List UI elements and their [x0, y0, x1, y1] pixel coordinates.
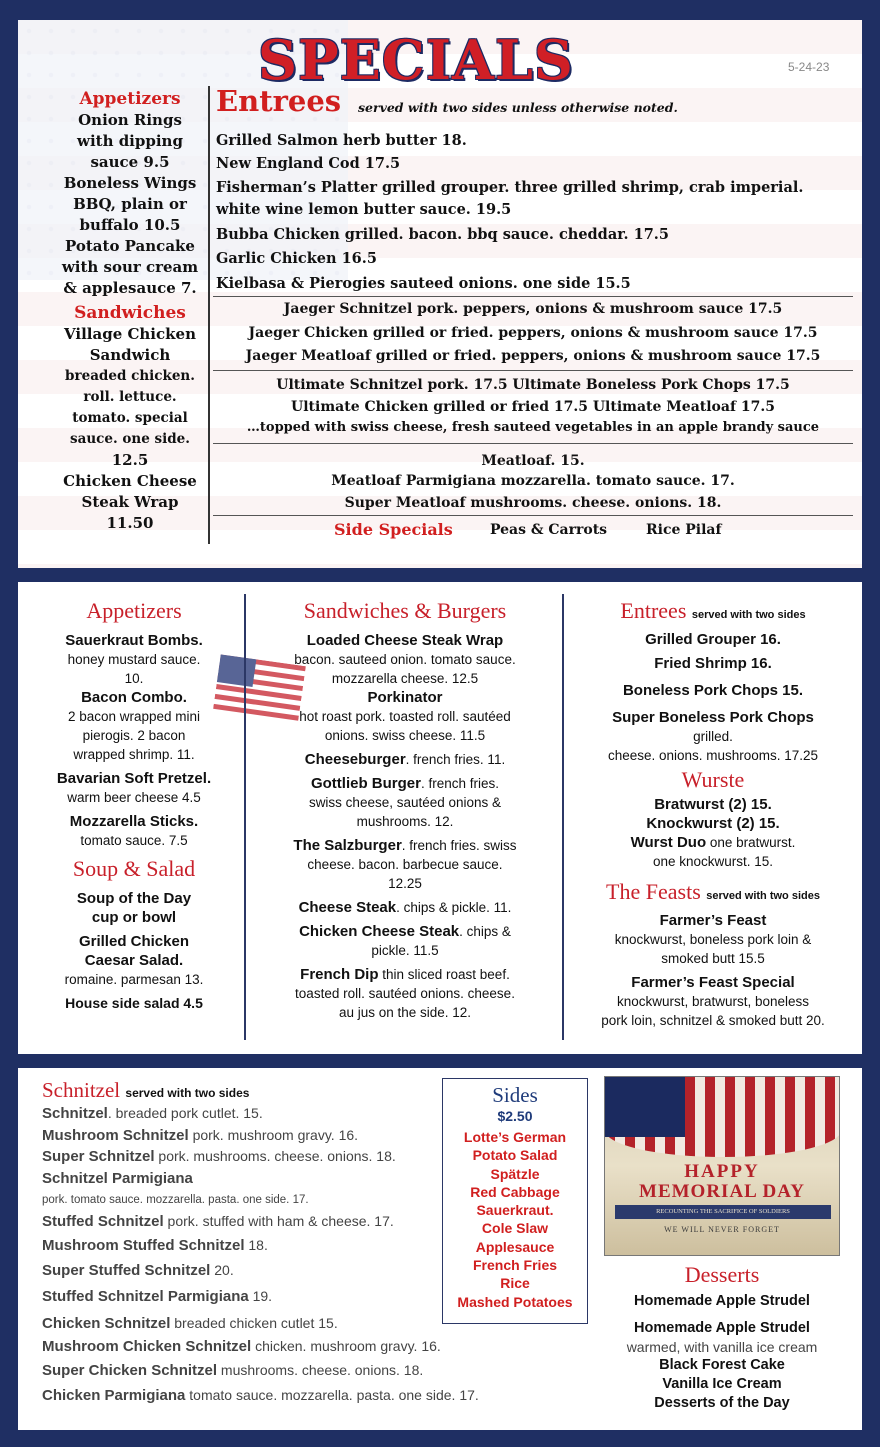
schnitzel-row: Chicken Parmigiana tomato sauce. mozzarella. pasta. one side. 17. [42, 1387, 479, 1404]
item-title: Sauerkraut Bombs. [65, 632, 203, 649]
appetizer-line: BBQ, plain or [73, 195, 187, 213]
schnitzel-row: Schnitzel Parmigiana [42, 1169, 193, 1187]
appetizer-line: Onion Rings [78, 111, 182, 129]
item-desc: 12.25 [388, 876, 422, 891]
item-desc: bacon. sauteed onion. tomato sauce. [294, 652, 516, 667]
dessert-item: Black Forest Cake [659, 1357, 785, 1373]
item-desc: au jus on the side. 12. [338, 1005, 472, 1020]
dessert-item: Homemade Apple Strudel [634, 1320, 810, 1336]
item-title: Porkinator [367, 689, 443, 706]
item-title: Wurst Duo [630, 834, 707, 851]
entree-line: Grilled Salmon herb butter 18. [216, 132, 467, 149]
item-desc: 2 bacon wrapped mini [67, 709, 201, 724]
schnitzel-heading [42, 1078, 462, 1103]
schnitzel-title: Schnitzel [42, 1078, 121, 1102]
menu-item [36, 631, 232, 688]
item-title: Soup of the Day [76, 890, 192, 907]
item-title: Bacon Combo. [81, 689, 187, 706]
schnitzel-row: Super Chicken Schnitzel mushrooms. cheese. onions. 18. [42, 1361, 424, 1379]
sandwich-line: tomato. special [72, 410, 188, 426]
dessert-item: Homemade Apple Strudel [634, 1293, 810, 1309]
item-title: Chicken Cheese Steak [299, 923, 460, 940]
sandwiches-heading: Sandwiches [74, 303, 186, 323]
flag-canton [605, 1077, 685, 1137]
memorial-day-poster [604, 1076, 840, 1256]
desserts-heading: Desserts [684, 1262, 760, 1287]
poster-line: WE WILL NEVER FORGET [664, 1225, 780, 1234]
jaeger-line: Jaeger Meatloaf grilled or fried. peppers, onions & mushroom sauce 17.5 [245, 348, 821, 364]
side-item: Spätzle [490, 1165, 540, 1182]
entrees-title: Entrees [620, 598, 687, 623]
item-title: Mozzarella Sticks. [69, 813, 199, 830]
dessert-desc: warmed, with vanilla ice cream [626, 1339, 818, 1355]
item-desc: romaine. parmesan 13. [64, 972, 204, 987]
item-desc: one knockwurst. 15. [652, 854, 774, 869]
sandwiches-column [256, 596, 554, 1022]
poster-line: HAPPY [684, 1161, 760, 1182]
schnitzel-note: served with two sides [125, 1086, 250, 1100]
entrees-subheading: served with two sides unless otherwise noted. [358, 100, 678, 115]
item-desc: onions. swiss cheese. 11.5 [324, 728, 486, 743]
schnitzel-row: Stuffed Schnitzel Parmigiana 19. [42, 1288, 273, 1305]
sandwich-line: Chicken Cheese [63, 472, 197, 490]
sandwich-line: 11.50 [106, 514, 154, 532]
schnitzel-row: Mushroom Chicken Schnitzel chicken. mushroom gravy. 16. [42, 1338, 441, 1355]
item-desc: pork loin, schnitzel & smoked butt 20. [601, 1013, 825, 1028]
desserts-section [604, 1260, 840, 1413]
item-desc: wrapped shrimp. 11. [73, 747, 195, 762]
item-title: Bratwurst (2) 15. [654, 796, 772, 813]
item-title: The Salzburger [293, 837, 402, 854]
item-desc: . french fries. 11. [405, 752, 506, 767]
item-desc: one bratwurst. [706, 835, 796, 850]
item-title: Bavarian Soft Pretzel. [56, 770, 212, 787]
feasts-note: served with two sides [706, 890, 820, 902]
menu-item [36, 994, 232, 1013]
schnitzel-panel [18, 1068, 862, 1430]
item-title: cup or bowl [91, 909, 177, 926]
appetizers-heading: Appetizers [86, 598, 182, 623]
dessert-item: Desserts of the Day [654, 1395, 790, 1411]
item-desc: toasted roll. sautéed onions. cheese. [295, 986, 515, 1001]
entree-line: Kielbasa & Pierogies sauteed onions. one side 15.5 [216, 275, 631, 292]
wurste-heading: Wurste [681, 767, 745, 792]
menu-item [36, 812, 232, 850]
divider [213, 370, 853, 371]
soup-salad-heading: Soup & Salad [72, 856, 196, 881]
side-special-item: Rice Pilaf [646, 522, 722, 538]
entree-line: Garlic Chicken 16.5 [216, 250, 377, 267]
item-desc: honey mustard sauce. [67, 652, 201, 667]
item-desc: pierogis. 2 bacon [82, 728, 186, 743]
item-title: Loaded Cheese Steak Wrap [306, 632, 504, 649]
appetizers-column [36, 596, 232, 1013]
item-title: Caesar Salad. [84, 952, 184, 969]
side-specials-label: Side Specials [334, 520, 453, 539]
item-title: Cheese Steak [298, 899, 397, 916]
menu-item [256, 922, 554, 960]
sandwiches-heading: Sandwiches & Burgers [303, 598, 507, 623]
sandwich-line: 12.5 [111, 451, 149, 469]
feasts-title: The Feasts [606, 879, 701, 904]
item-title: Grilled Chicken [78, 933, 190, 950]
schnitzel-row: Mushroom Stuffed Schnitzel 18. [42, 1237, 268, 1254]
menu-item [256, 750, 554, 769]
menu-item [256, 898, 554, 917]
side-item: Cole Slaw [481, 1220, 549, 1237]
menu-date: 5-24-23 [788, 60, 830, 74]
menu-item [570, 973, 856, 1030]
sandwich-line: Steak Wrap [81, 493, 179, 511]
side-item: Sauerkraut. [476, 1202, 554, 1219]
menu-item [570, 708, 856, 765]
entrees-heading: Entrees [216, 84, 342, 118]
meatloaf-line: Super Meatloaf mushrooms. cheese. onions. 18. [344, 495, 722, 511]
sandwich-line: Sandwich [89, 346, 171, 364]
column-divider [562, 594, 564, 1040]
schnitzel-section [42, 1078, 479, 1407]
side-item: Potato Salad [472, 1147, 558, 1164]
schnitzel-row: Stuffed Schnitzel pork. stuffed with ham & cheese. 17. [42, 1212, 394, 1230]
item-desc: mushrooms. 12. [356, 814, 454, 829]
item-desc: cheese. bacon. barbecue sauce. [307, 857, 503, 872]
appetizer-line: sauce 9.5 [90, 153, 170, 171]
appetizers-heading: Appetizers [79, 89, 181, 109]
item-desc: . chips & pickle. 11. [396, 900, 512, 915]
column-divider [244, 594, 246, 1040]
menu-item [256, 774, 554, 831]
appetizer-line: Potato Pancake [65, 237, 195, 255]
meatloaf-line: Meatloaf. 15. [481, 453, 585, 469]
item-desc: thin sliced roast beef. [378, 967, 510, 982]
poster-line: MEMORIAL DAY [639, 1181, 805, 1202]
menu-item [36, 932, 232, 989]
divider [213, 443, 853, 444]
item-desc: cheese. onions. mushrooms. 17.25 [607, 748, 819, 763]
side-item: French Fries [472, 1257, 558, 1274]
menu-item [36, 688, 232, 764]
item-desc: grilled. [693, 729, 733, 744]
sides-price: $2.50 [497, 1108, 533, 1124]
menu-panel [18, 582, 862, 1054]
specials-panel [18, 20, 862, 568]
appetizer-line: with dipping [77, 132, 183, 150]
jaeger-line: Jaeger Schnitzel pork. peppers, onions & mushroom sauce 17.5 [283, 301, 783, 317]
schnitzel-row: pork. tomato sauce. mozzarella. pasta. one side. 17. [42, 1194, 309, 1206]
item-desc: . french fries. swiss [401, 838, 517, 853]
item-desc: . french fries. [420, 776, 500, 791]
appetizer-line: with sour cream [61, 258, 199, 276]
dessert-item: Vanilla Ice Cream [662, 1376, 782, 1392]
sides-box [442, 1078, 588, 1324]
menu-item [256, 688, 554, 745]
entrees-column [570, 596, 856, 1030]
schnitzel-row: Schnitzel. breaded pork cutlet. 15. [42, 1105, 263, 1122]
item-title: Cheeseburger [304, 751, 406, 768]
item-title: French Dip [300, 966, 379, 983]
sandwich-line: Village Chicken [64, 325, 196, 343]
item-desc: swiss cheese, sautéed onions & [308, 795, 502, 810]
item-desc: knockwurst, bratwurst, boneless [616, 994, 810, 1009]
item-desc: 10. [124, 671, 144, 686]
column-divider [208, 86, 210, 544]
entree-line: New England Cod 17.5 [216, 155, 401, 172]
side-item: Rice [500, 1275, 530, 1292]
item-desc: mozzarella cheese. 12.5 [331, 671, 479, 686]
menu-item [36, 889, 232, 927]
side-item: Mashed Potatoes [457, 1293, 573, 1310]
item-title: Fried Shrimp 16. [654, 655, 772, 672]
item-desc: tomato sauce. 7.5 [80, 833, 188, 848]
sandwich-line: sauce. one side. [70, 431, 190, 447]
entrees-heading [570, 596, 856, 630]
schnitzel-row: Chicken Schnitzel breaded chicken cutlet 15. [42, 1314, 338, 1332]
item-desc: knockwurst, boneless pork loin & [614, 932, 812, 947]
item-title: House side salad 4.5 [65, 995, 203, 1011]
item-title: Super Boneless Pork Chops [612, 709, 814, 726]
schnitzel-row: Super Stuffed Schnitzel 20. [42, 1261, 234, 1279]
item-desc: smoked butt 15.5 [661, 951, 765, 966]
ultimate-line: Ultimate Chicken grilled or fried 17.5 Ultimate Meatloaf 17.5 [291, 399, 775, 415]
page-title: SPECIALS [258, 28, 574, 92]
menu-item [570, 833, 856, 871]
appetizer-line: Boneless Wings [63, 174, 197, 192]
side-special-item: Peas & Carrots [490, 522, 608, 538]
schnitzel-row: Super Schnitzel pork. mushrooms. cheese. onions. 18. [42, 1148, 396, 1165]
item-desc: . chips & [459, 924, 511, 939]
item-title: Knockwurst (2) 15. [646, 815, 780, 832]
feasts-heading [570, 877, 856, 911]
appetizer-line: & applesauce 7. [63, 279, 197, 297]
divider [213, 515, 853, 516]
entree-line: Bubba Chicken grilled. bacon. bbq sauce. cheddar. 17.5 [216, 226, 669, 243]
sides-heading: Sides [492, 1083, 538, 1107]
specials-left-column [40, 88, 220, 534]
sandwich-line: roll. lettuce. [83, 389, 177, 405]
appetizer-line: buffalo 10.5 [79, 216, 181, 234]
menu-item [570, 911, 856, 968]
ultimate-line: Ultimate Schnitzel pork. 17.5 Ultimate Boneless Pork Chops 17.5 [276, 377, 790, 393]
entrees-note: served with two sides [691, 609, 806, 621]
side-item: Red Cabbage [470, 1183, 560, 1200]
menu-item [36, 769, 232, 807]
item-desc: warm beer cheese 4.5 [67, 790, 201, 805]
menu-item [256, 965, 554, 1022]
menu-item [256, 631, 554, 688]
ultimate-line: …topped with swiss cheese, fresh sauteed vegetables in an apple brandy sauce [246, 420, 820, 435]
item-title: Farmer’s Feast [659, 912, 767, 929]
item-desc: hot roast pork. toasted roll. sautéed [299, 709, 511, 724]
side-item: Applesauce [475, 1238, 555, 1255]
poster-band: RECOUNTING THE SACRIFICE OF SOLDIERS [615, 1205, 831, 1219]
schnitzel-row: Mushroom Schnitzel pork. mushroom gravy. 16. [42, 1126, 359, 1144]
jaeger-line: Jaeger Chicken grilled or fried. peppers, onions & mushroom sauce 17.5 [248, 325, 818, 341]
divider [213, 296, 853, 297]
item-title: Farmer’s Feast Special [631, 974, 795, 991]
sandwich-line: breaded chicken. [65, 368, 195, 384]
item-title: Boneless Pork Chops 15. [622, 682, 804, 699]
item-desc: pickle. 11.5 [371, 943, 439, 958]
item-title: Grilled Grouper 16. [645, 631, 781, 648]
item-title: Gottlieb Burger [310, 775, 421, 792]
side-item: Lotte’s German [463, 1129, 567, 1145]
entree-line: Fisherman’s Platter grilled grouper. three grilled shrimp, crab imperial. [216, 179, 804, 196]
entree-line: white wine lemon butter sauce. 19.5 [216, 201, 512, 218]
meatloaf-line: Meatloaf Parmigiana mozzarella. tomato sauce. 17. [331, 473, 735, 489]
menu-item [256, 836, 554, 893]
